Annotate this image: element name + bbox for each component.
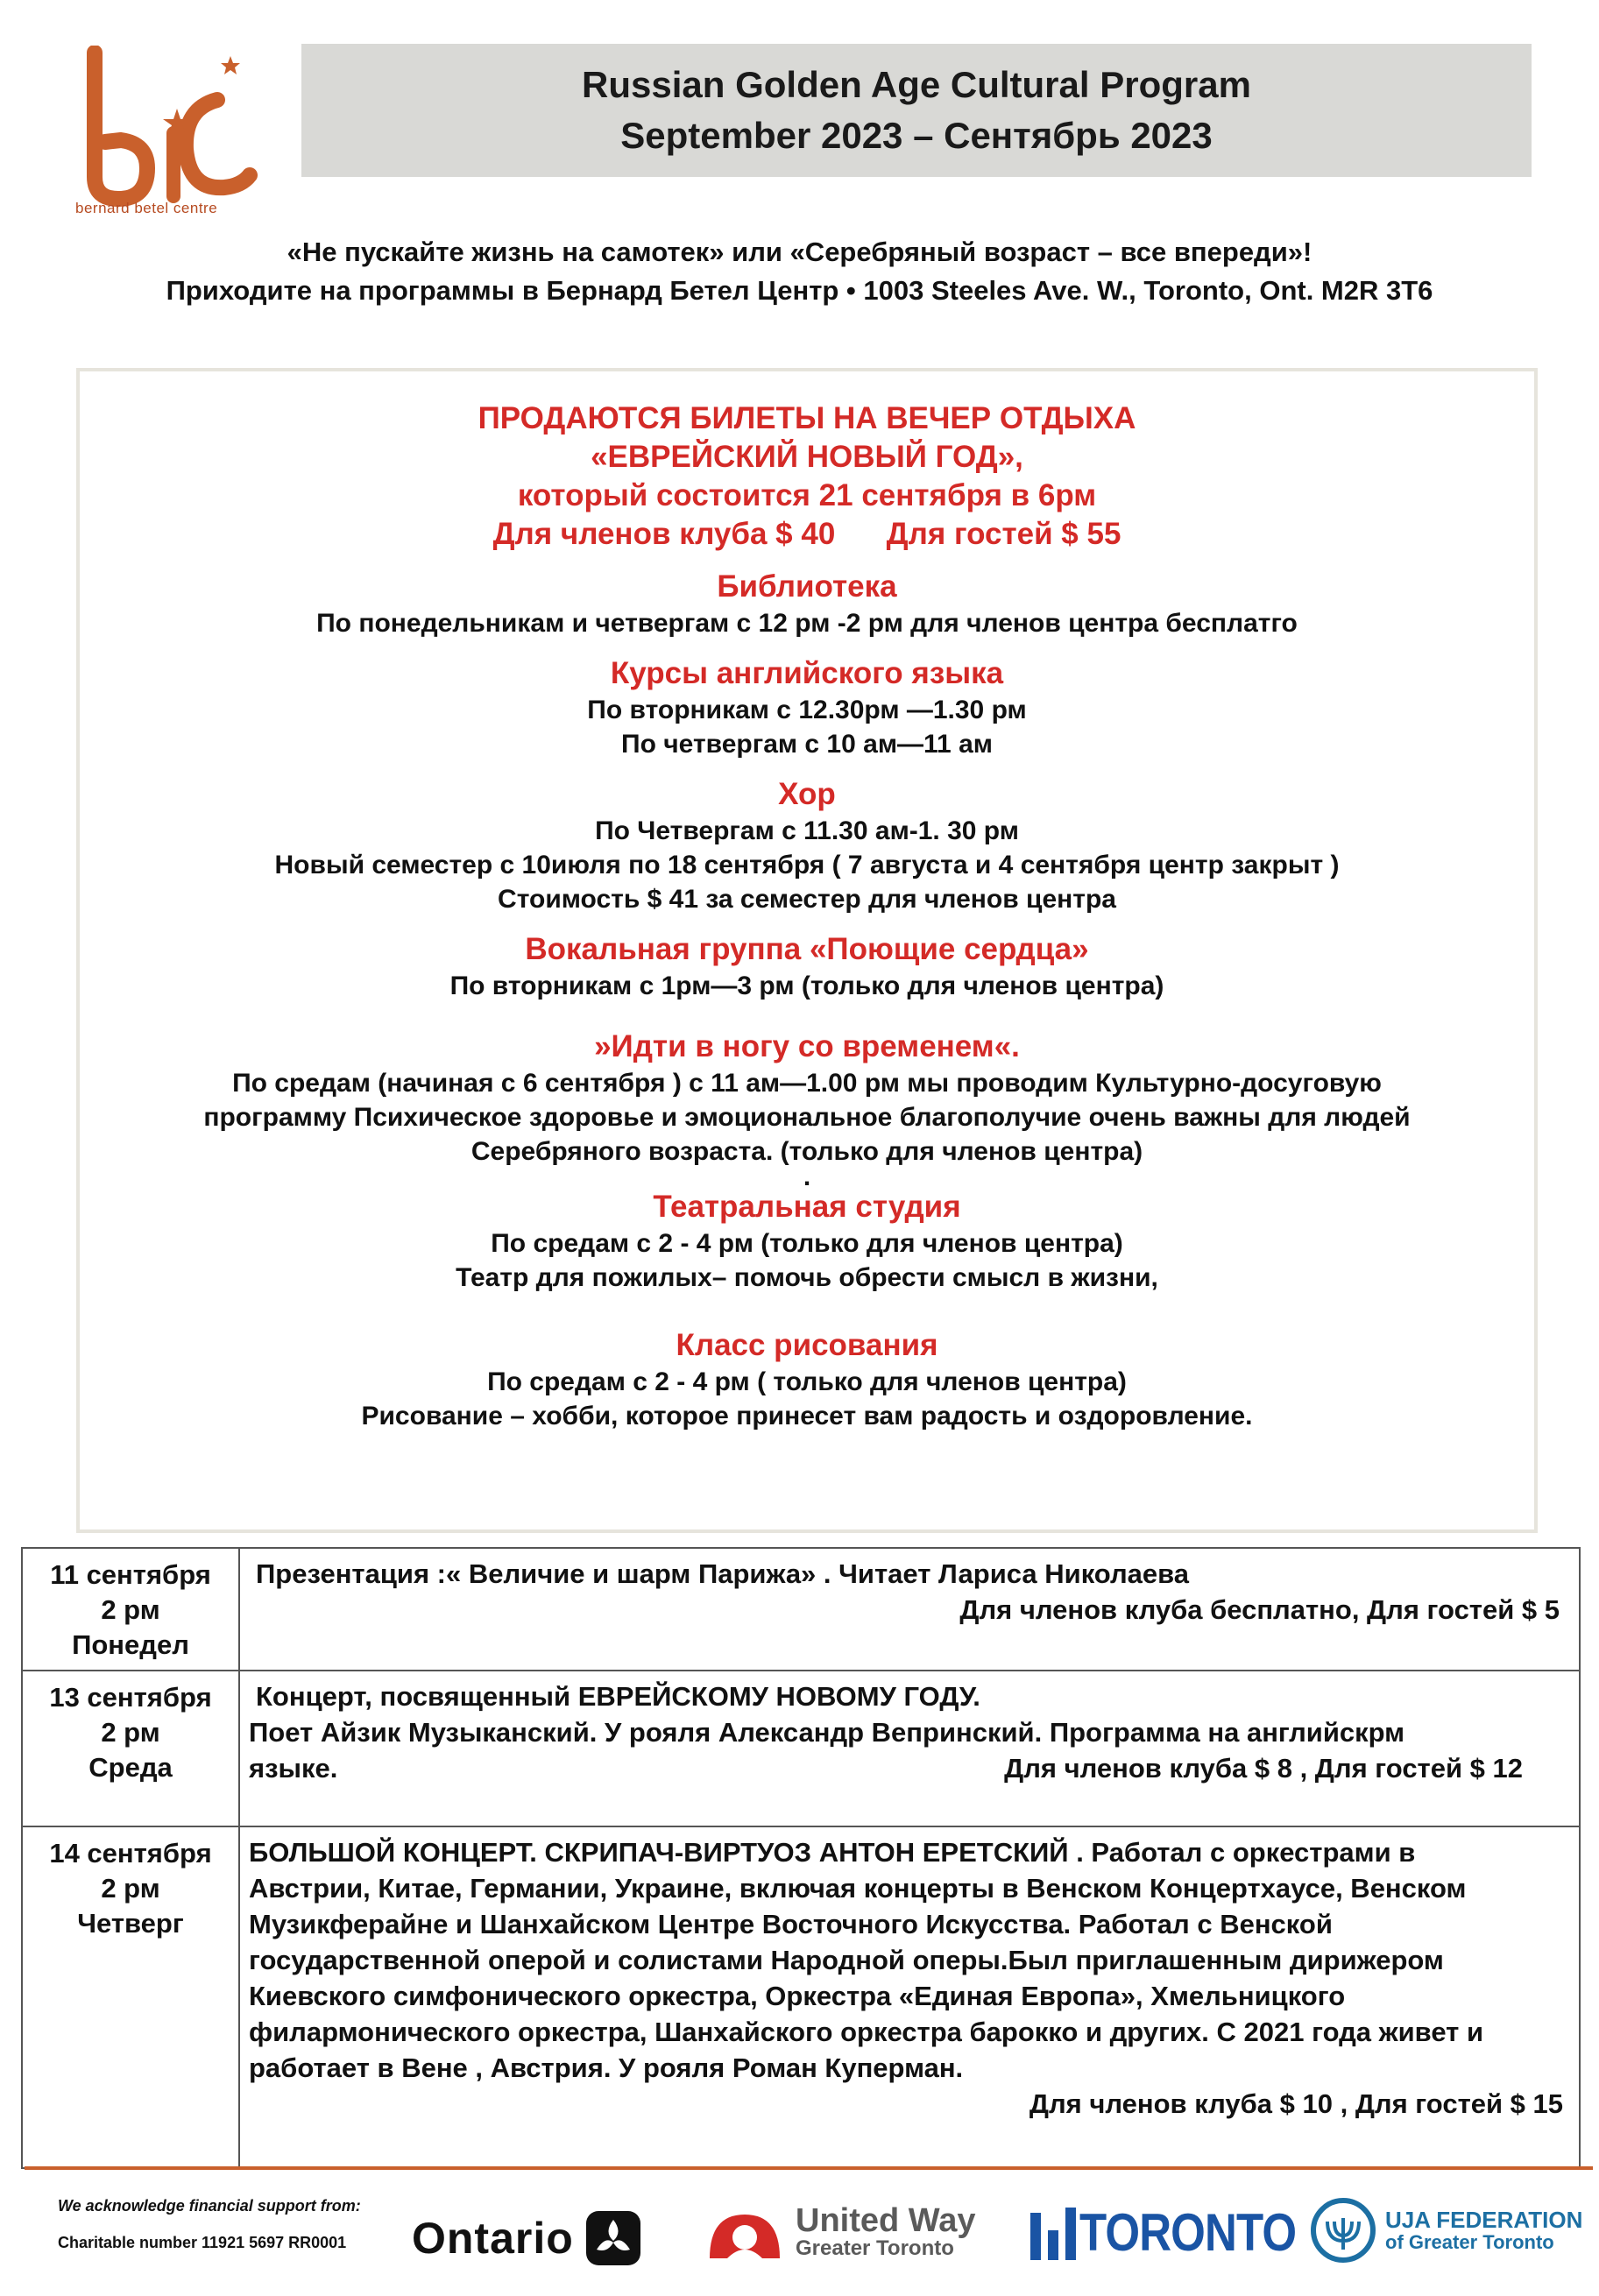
events-table <box>21 1547 1581 2169</box>
section-title: »Идти в ногу со временем«. <box>594 1029 1020 1063</box>
uja-menorah-icon <box>1310 2197 1376 2264</box>
section-title: Хор <box>778 777 836 811</box>
event-date-cell: 11 сентября 2 рм Понедел <box>22 1548 239 1671</box>
section-title: Класс рисования <box>676 1328 938 1362</box>
event-description-cell: Презентация :« Величие и шарм Парижа» . Читает Лариса Николаева Для членов клуба бесплатно, Для гостей $ 5 <box>239 1548 1580 1671</box>
section-title: Театральная студия <box>653 1190 961 1224</box>
city-of-toronto-logo: TORONTO <box>1027 2202 1334 2263</box>
program-title: Russian Golden Age Cultural Program <box>582 64 1251 105</box>
event-price: Для членов клуба $ 8 , Для гостей $ 12 <box>1004 1753 1523 1784</box>
logo-caption: bernard betel centre <box>75 200 218 216</box>
tickets-announcement: ПРОДАЮТСЯ БИЛЕТЫ НА ВЕЧЕР ОТДЫХА «ЕВРЕЙСКИЙ НОВЫЙ ГОД», который состоится 21 сентября в 6рм Для членов клуба $ 40 Для гостей $ 55 <box>478 401 1136 551</box>
uja-federation-logo: UJA FEDERATION of Greater Toronto <box>1310 2197 1582 2264</box>
section-vocal: Вокальная группа «Поющие сердца» По вторникам с 1рм—3 рм (только для членов центра) <box>80 930 1534 1003</box>
table-row <box>22 1671 1580 1826</box>
trillium-icon <box>584 2209 642 2267</box>
section-theatre: Театральная студия По средам с 2 - 4 рм (только для членов центра) Театр для пожилых– помочь обрести смысл в жизни, <box>80 1188 1534 1295</box>
programs-box <box>76 368 1538 1533</box>
section-title: Вокальная группа «Поющие сердца» <box>525 932 1089 966</box>
section-library: Библиотека По понедельникам и четвергам с 12 рм -2 рм для членов центра бесплатго <box>80 568 1534 640</box>
intro-slogan: «Не пускайте жизнь на самотек» или «Серебряный возраст – все впереди»! <box>287 237 1312 267</box>
section-english: Курсы английского языка По вторникам с 12.30рм —1.30 рм По четвергам с 10 ам—11 ам <box>80 654 1534 761</box>
program-header <box>301 44 1532 177</box>
united-way-hand-icon <box>701 2197 789 2267</box>
section-drawing: Класс рисования По средам с 2 - 4 рм ( только для членов центра) Рисование – хобби, которое принесет вам радость и оздоровление. <box>80 1326 1534 1433</box>
table-row <box>22 1548 1580 1671</box>
section-keep-up: »Идти в ногу со временем«. По средам (начиная с 6 сентября ) с 11 ам—1.00 рм мы проводим Культурно-досуговую программу Психическое здоровье и эмоциональное благополучие очень важны для людей Серебряного возраста. (только для членов центра) . <box>80 1028 1534 1186</box>
section-choir: Хор По Четвергам с 11.30 ам-1. 30 рм Новый семестер с 10июля по 18 сентября ( 7 августа и 4 сентября центр закрыт ) Стоимость $ 41 за семестер для членов центра <box>80 775 1534 916</box>
section-title: Курсы английского языка <box>610 656 1004 690</box>
event-date-cell: 14 сентября 2 рм Четверг <box>22 1826 239 2168</box>
event-description-cell: БОЛЬШОЙ КОНЦЕРТ. СКРИПАЧ-ВИРТУОЗ АНТОН ЕРЕТСКИЙ . Работал с оркестрами в Австрии, Китае, Германии, Украине, включая концерты в Венском Концертхаусе, Венском Музикферайне и Шанхайском Центре Восточного Искусства. Работал с Венской государственной оперой и солистами Народной оперы.Был приглашенным дирижером Киевского симфонического оркестра, Оркестра «Единая Европа», Хмельницкого филармонического оркестра, Шанхайского оркестра барокко и других. С 2021 года живет и работает в Вене , Австрия. У рояля Роман Куперман. Для членов клуба $ 10 , Для гостей $ 15 <box>239 1826 1580 2168</box>
table-row <box>22 1826 1580 2168</box>
acknowledgement-text: We acknowledge financial support from: <box>58 2197 361 2215</box>
footer-divider <box>25 2166 1593 2170</box>
event-price: Для членов клуба бесплатно, Для гостей $ 5 <box>959 1594 1560 1625</box>
united-way-logo: United Way Greater Toronto <box>701 2197 976 2267</box>
event-date-cell: 13 сентября 2 рм Среда <box>22 1671 239 1826</box>
program-month: September 2023 – Сентябрь 2023 <box>620 115 1213 156</box>
city-hall-icon <box>1027 2204 1079 2262</box>
bernard-betel-centre-logo <box>70 46 272 221</box>
intro-text <box>0 233 1599 310</box>
intro-address: Приходите на программы в Бернард Бетел Центр • 1003 Steeles Ave. W., Toronto, Ont. M2R 3T6 <box>166 275 1433 306</box>
ontario-logo: Ontario <box>412 2209 642 2267</box>
section-title: Библиотека <box>717 569 897 604</box>
event-price: Для членов клуба $ 10 , Для гостей $ 15 <box>1029 2088 1563 2119</box>
event-description-cell: Концерт, посвященный ЕВРЕЙСКОМУ НОВОМУ ГОДУ. Поет Айзик Музыканский. У рояля Александр Вепринский. Программа на английскрм языке. Для членов клуба $ 8 , Для гостей $ 12 <box>239 1671 1580 1826</box>
charitable-number: Charitable number 11921 5697 RR0001 <box>58 2234 347 2251</box>
